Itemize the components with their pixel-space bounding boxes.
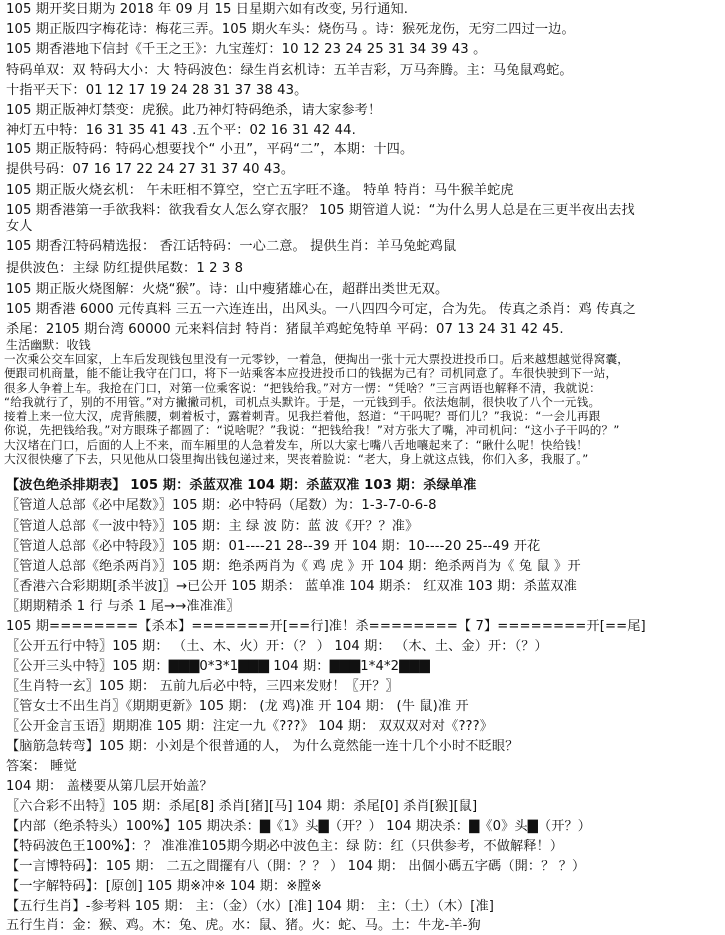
story-line: “给我就行了，别的不用管。”对方撇撇司机，司机点头默许。于是，一元钱到手。依法炮制，很快收了八个一元钱。 (4, 394, 601, 409)
story-line: 一次乘公交车回家，上车后发现钱包里没有一元零钞，一着急，便掏出一张十元大票投进投币口。后来越想越觉得窝囊， (4, 352, 630, 366)
kill-head-line: 【内部（绝杀特头）100%】105 期决杀：▇《1》头▇（开？） 104 期决杀：▇《0》头▇（开？） (6, 819, 592, 834)
ten-fingers-line: 十指平天下：01 12 17 19 24 28 31 37 38 43。 (6, 83, 308, 98)
humor-heading: 生活幽默：收钱 (6, 338, 91, 352)
plum-poem-line: 105 期正版四字梅花诗：梅花三弄。105 期火车头：烧伤马 。诗：猴死龙伤，无穷二四过一边。 (6, 22, 575, 37)
ms-guan-line: 〖管女士不出生肖〗《期期更新》105 期： (龙 鸡)准 开 104 期： (牛 鼠)准 开 (6, 699, 469, 714)
wave-kill-table: 【波色绝杀排期表】 105 期：杀蓝双准 104 期：杀蓝双准 103 期：杀绿单准 (6, 478, 477, 493)
tail-numbers-line: 〖管道人总部《必中尾数》〗105 期：必中特码（尾数）为：1-3-7-0-6-8 (6, 498, 437, 513)
kill-two-zodiac-line: 〖管道人总部《绝杀两肖》〗105 期：绝杀两肖为《 鸡 虎 》开 104 期：绝杀两肖为《 兔 鼠 》开 (6, 559, 581, 574)
story-line: 便跟司机商量，能不能让我守在门口，将下一站乘客本应投进投币口的钱据为己有？司机同意了。车很快驶到下一站， (4, 366, 618, 381)
lamp-five-line: 神灯五中特：16 31 35 41 43 .五个平：02 16 31 42 44. (6, 123, 356, 138)
kill-row-tail-line: 〖期期精杀 1 行 与杀 1 尾→→准准准〗 (6, 599, 240, 614)
draw-date-line: 105 期开奖日期为 2018 年 09 月 15 日星期六如有改变, 另行通知. (6, 2, 409, 17)
one-word-line: 【一言博特码】：105 期： 二五之間擺有八（開：？？ ） 104 期： 出個小碼五字碼（開：？ ？） (6, 859, 586, 874)
three-heads-line: 〖公开三头中特〗105 期：▇▇▇0*3*1▇▇▇ 104 期：▇▇▇1*4*2▇▇▇ (6, 659, 430, 674)
hk-first-hand-line: 105 期香港第一手欲我料：欲我看女人怎么穿衣服？ 105 期管道人说：“为什么男人总是在三更半夜出去找 (6, 203, 635, 218)
xiangjiang-line: 105 期香江特码精选报： 香江话特码：一心二意。 提供生肖：羊马兔蛇鸡鼠 (6, 239, 457, 254)
fire-chart-line: 105 期正版火烧图解：火烧“猴”。诗：山中瘦猪雄心在，超群出类世无双。 (6, 282, 449, 297)
kill-base-line: 105 期========【杀本】=======开[==行]准！杀========【 7】========开[==尾] (6, 619, 646, 634)
five-elements-line: 〖公开五行中特〗105 期： （土、木、火）开：（？ ） 104 期： （木、土、金）开：（？） (6, 639, 548, 654)
kill-tail-line: 杀尾：2105 期台湾 60000 元来料信封 特肖：猪鼠羊鸡蛇兔特单 平码：07 13 24 31 42 45. (6, 322, 564, 337)
fire-riddle-line: 105 期正版火烧玄机： 午未旺相不算空，空亡五字旺不逢。 特单 特肖：马牛猴羊蛇虎 (6, 183, 514, 198)
five-element-zodiac-line: 【五行生肖】-参考料 105 期： 主：（金）（水）[准] 104 期： 主：（土）（木）[准] (6, 899, 495, 914)
zodiac-riddle-line: 〖生肖特一玄〗105 期： 五前九后必中特，三四来发财！〖开？〗 (6, 679, 399, 694)
answer-line: 答案： 睡觉 (6, 759, 77, 774)
magic-lamp-line: 105 期正版神灯禁变：虎猴。此乃神灯特码绝杀，请大家参考！ (6, 103, 382, 118)
story-line: 你说，先把钱给我。”对方眼珠子都圆了：“说啥呢？”我说：“把钱给我！”对方张大了嘴，冲司机问：“这小子干吗的？” (4, 423, 620, 438)
fax-line: 105 期香港 6000 元传真料 三五一六连连出，出风头。一八四四今可定，合为先。 传真之杀肖：鸡 传真之 (6, 302, 636, 317)
special-code-line: 105 期正版特码：特码心想要找个“ 小丑”，平码“二”，本期：十四。 (6, 142, 414, 157)
hk-envelope-line: 105 期香港地下信封《千王之王》：九宝莲灯：10 12 23 24 25 31 34 39 43 。 (6, 42, 487, 57)
wave-king-line: 【特码波色王100%】：？ 准准准105期今期必中波色主：绿 防：红（只供参考，不做解释！） (6, 839, 564, 854)
brain-teaser-line: 【脑筋急转弯】105 期：小刘是个很普通的人， 为什么竟然能一连十几个小时不眨眼？ (6, 739, 519, 754)
story-line: 很多人争着上车。我抢在门口，对第一位乘客说：“把钱给我。”对方一愣：“凭啥？”三言两语也解释不清，我就说： (4, 380, 601, 395)
no-special-line: 〖六合彩不出特〗105 期：杀尾[8] 杀肖[猪][马] 104 期：杀尾[0] 杀肖[猴][鼠] (6, 799, 478, 814)
hk-half-wave-line: 〖香港六合彩期期[杀半波]〗→已公开 105 期杀： 蓝单准 104 期杀： 红双准 103 期：杀蓝双准 (6, 579, 577, 594)
odd-even-line: 特码单双：双 特码大小：大 特码波色：绿生肖玄机诗：五羊吉彩，万马奔腾。主：马兔鼠鸡蛇。 (6, 63, 573, 78)
one-wave-line: 〖管道人总部《一波中特》〗105 期：主 绿 波 防：蓝 波《开？？准》 (6, 519, 419, 534)
women-line: 女人 (6, 219, 33, 234)
story-line: 大汉很快瘪了下去，只见他从口袋里掏出钱包递过来，哭丧着脸说：“老大，身上就这点钱，你们入多，我服了。” (4, 452, 589, 467)
special-segment-line: 〖管道人总部《必中特段》〗105 期：01----21 28--39 开 104 期：10----20 25--49 开花 (6, 539, 541, 554)
element-mapping-line: 五行生肖：金：猴、鸡。木：兔、虎。水：鼠、猪。火：蛇、马。土：牛龙-羊-狗 (6, 918, 481, 933)
golden-words-line: 〖公开金言玉语〗期期准 105 期：注定一九《???》 104 期： 双双双对对《???》 (6, 719, 494, 734)
numbers-line: 提供号码：07 16 17 22 24 27 31 37 40 43。 (6, 162, 295, 177)
one-char-line: 【一字解特码】：[原创] 105 期※冲※ 104 期：※膛※ (6, 879, 322, 894)
story-line: 接着上来一位大汉，虎背熊腰，刺着板寸，露着刺青。见我拦着他，怒道：“干吗呢？哥们儿？”我说：“一会儿再跟 (4, 409, 601, 424)
story-line: 大汉堵在门口，后面的人上不来，而车厢里的人急着发车，所以大家七嘴八舌地嚷起来了：“瞅什么呢！快给钱！ (4, 437, 589, 452)
wave-color-line: 提供波色：主绿 防红提供尾数：1 2 3 8 (6, 261, 244, 276)
question-104-line: 104 期： 盖楼要从第几层开始盖？ (6, 779, 213, 794)
